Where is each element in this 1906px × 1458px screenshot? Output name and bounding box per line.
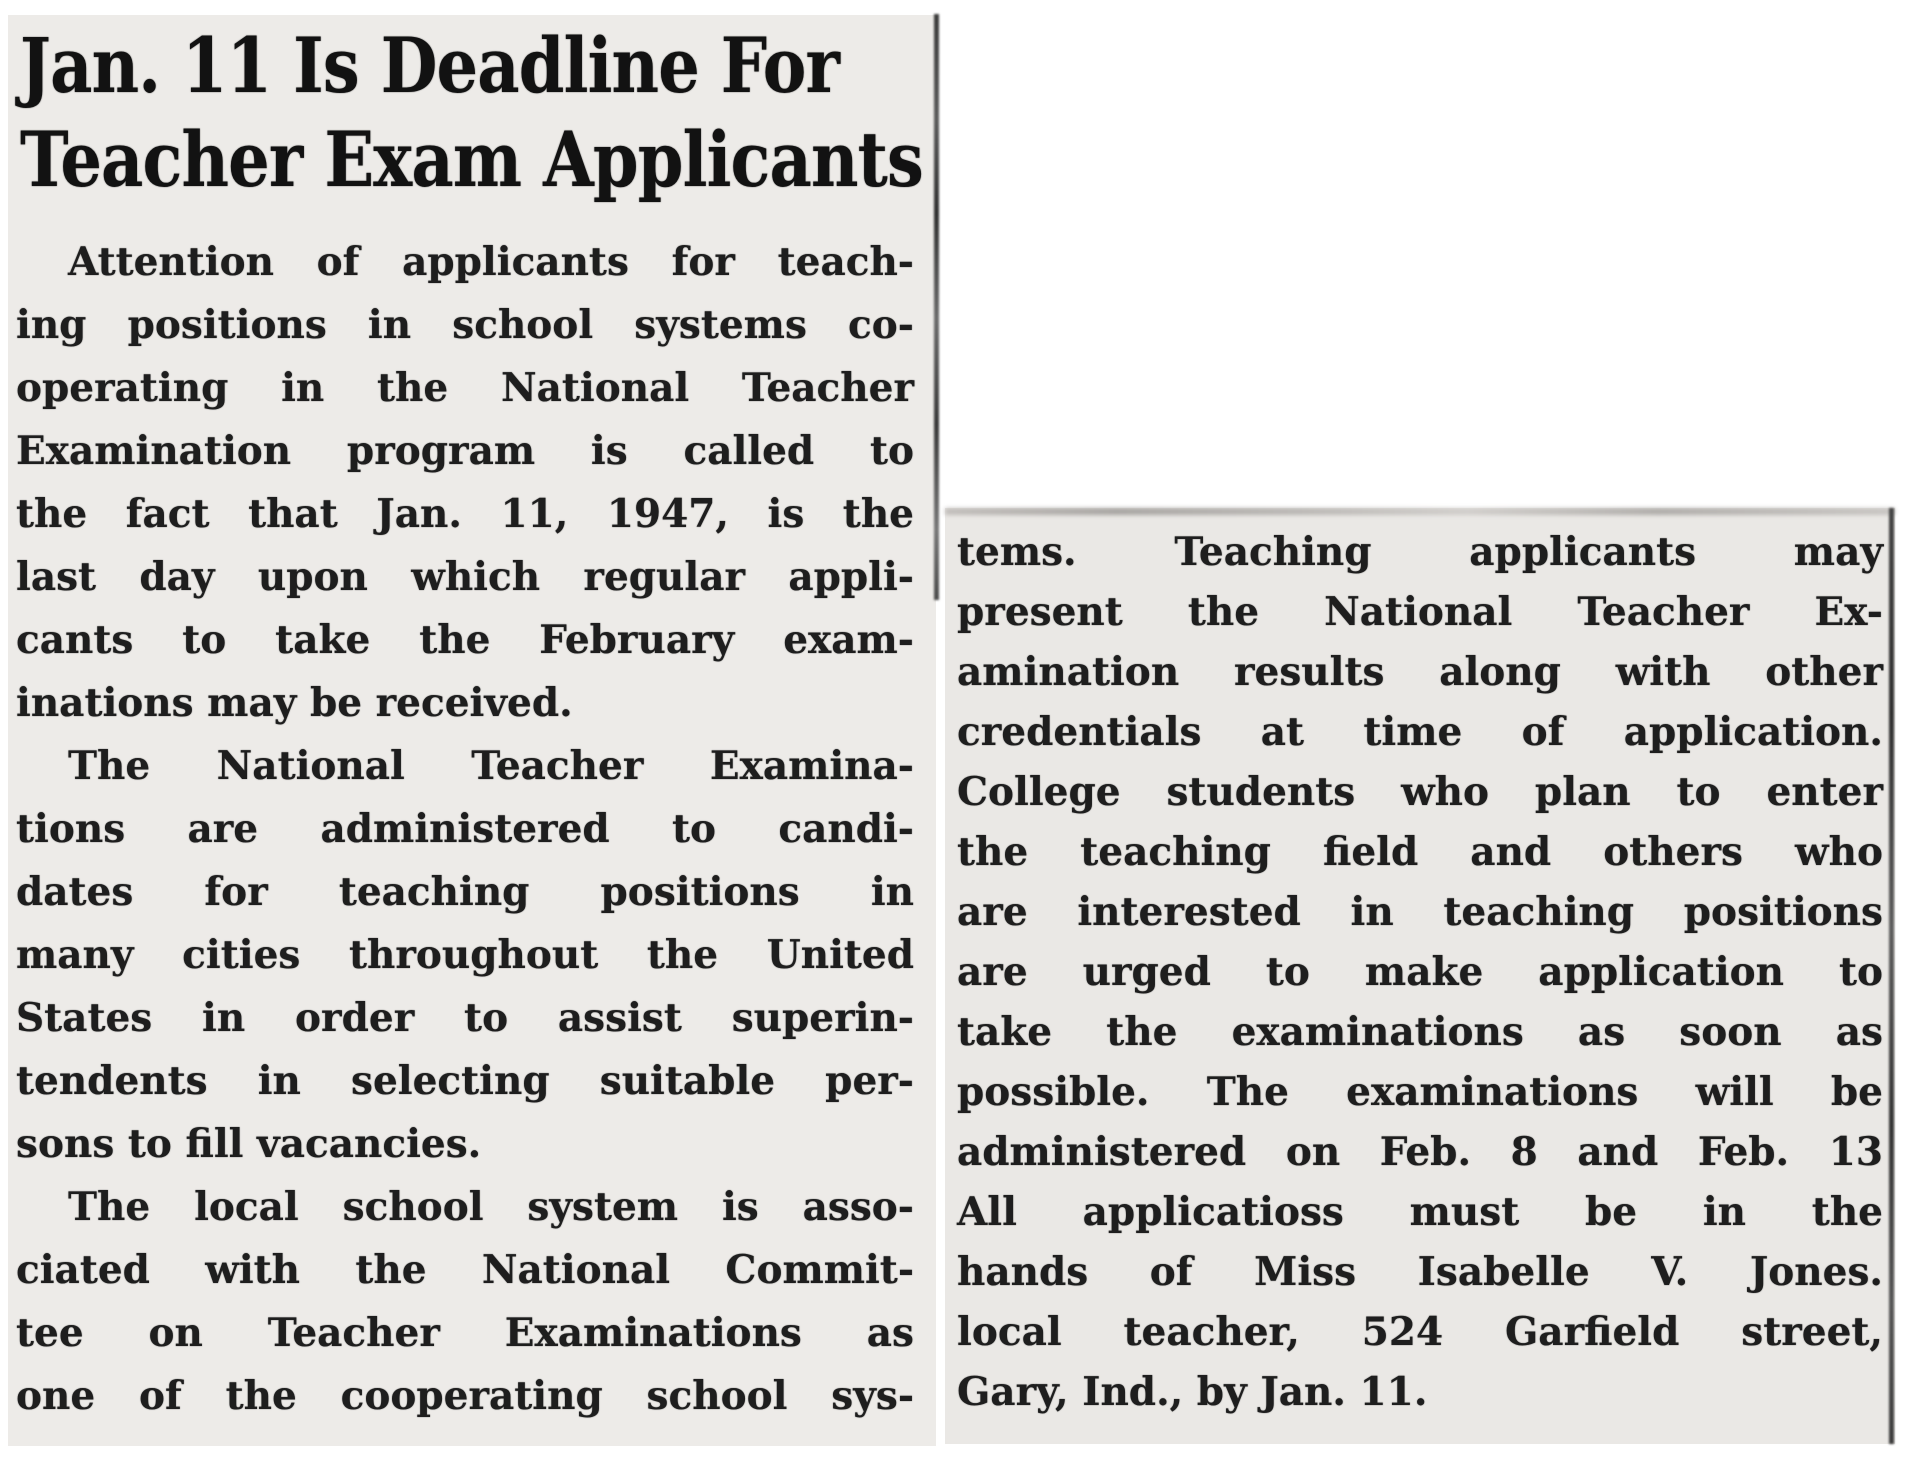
column-rule (934, 14, 939, 600)
headline-line-1: Jan. 11 Is Deadline For (20, 21, 840, 110)
text-line: ciated with the National Commit- (16, 1247, 914, 1293)
text-line: local teacher, 524 Garfield street, (957, 1309, 1883, 1355)
text-line: possible. The examinations will be (957, 1069, 1883, 1115)
text-line: Attention of applicants for teach- (68, 239, 914, 285)
paragraph (16, 1176, 914, 1428)
text-line: tems. Teaching applicants may (957, 529, 1883, 575)
right-column-body (945, 508, 1895, 1422)
text-line: administered on Feb. 8 and Feb. 13 (957, 1129, 1883, 1175)
text-line: tions are administered to candi- (16, 806, 914, 852)
text-line: inations may be received. (16, 680, 573, 726)
right-column (945, 508, 1895, 1444)
text-line: cants to take the February exam- (16, 617, 914, 663)
paragraph (957, 522, 1883, 1422)
text-line: the teaching field and others who (957, 829, 1883, 875)
text-line: present the National Teacher Ex- (957, 589, 1883, 635)
text-line: Examination program is called to (16, 428, 914, 474)
left-column (8, 15, 936, 1446)
text-line: are interested in teaching positions (957, 889, 1883, 935)
text-line: The local school system is asso- (68, 1184, 914, 1230)
text-line: many cities throughout the United (16, 932, 914, 978)
text-line: All applicatioss must be in the (957, 1189, 1883, 1235)
text-line: take the examinations as soon as (957, 1009, 1883, 1055)
text-line: tendents in selecting suitable per- (16, 1058, 914, 1104)
right-edge-rule (1889, 508, 1894, 1444)
text-line: hands of Miss Isabelle V. Jones. (957, 1249, 1883, 1295)
text-line: the fact that Jan. 11, 1947, is the (16, 491, 914, 537)
text-line: ing positions in school systems co- (16, 302, 914, 348)
text-line: Gary, Ind., by Jan. 11. (957, 1369, 1428, 1415)
text-line: States in order to assist superin- (16, 995, 914, 1041)
text-line: tee on Teacher Examinations as (16, 1310, 914, 1356)
article-headline (8, 15, 923, 207)
paragraph (16, 735, 914, 1176)
text-line: last day upon which regular appli- (16, 554, 914, 600)
text-line: amination results along with other (957, 649, 1883, 695)
paragraph (16, 231, 914, 735)
text-line: dates for teaching positions in (16, 869, 914, 915)
headline-line-2: Teacher Exam Applicants (20, 115, 923, 204)
text-line: are urged to make application to (957, 949, 1883, 995)
scan-top-smudge (945, 508, 1895, 515)
text-line: The National Teacher Examina- (68, 743, 914, 789)
text-line: one of the cooperating school sys- (16, 1373, 914, 1419)
text-line: sons to fill vacancies. (16, 1121, 482, 1167)
text-line: operating in the National Teacher (16, 365, 914, 411)
text-line: College students who plan to enter (957, 769, 1883, 815)
text-line: credentials at time of application. (957, 709, 1883, 755)
left-column-body (8, 231, 936, 1428)
